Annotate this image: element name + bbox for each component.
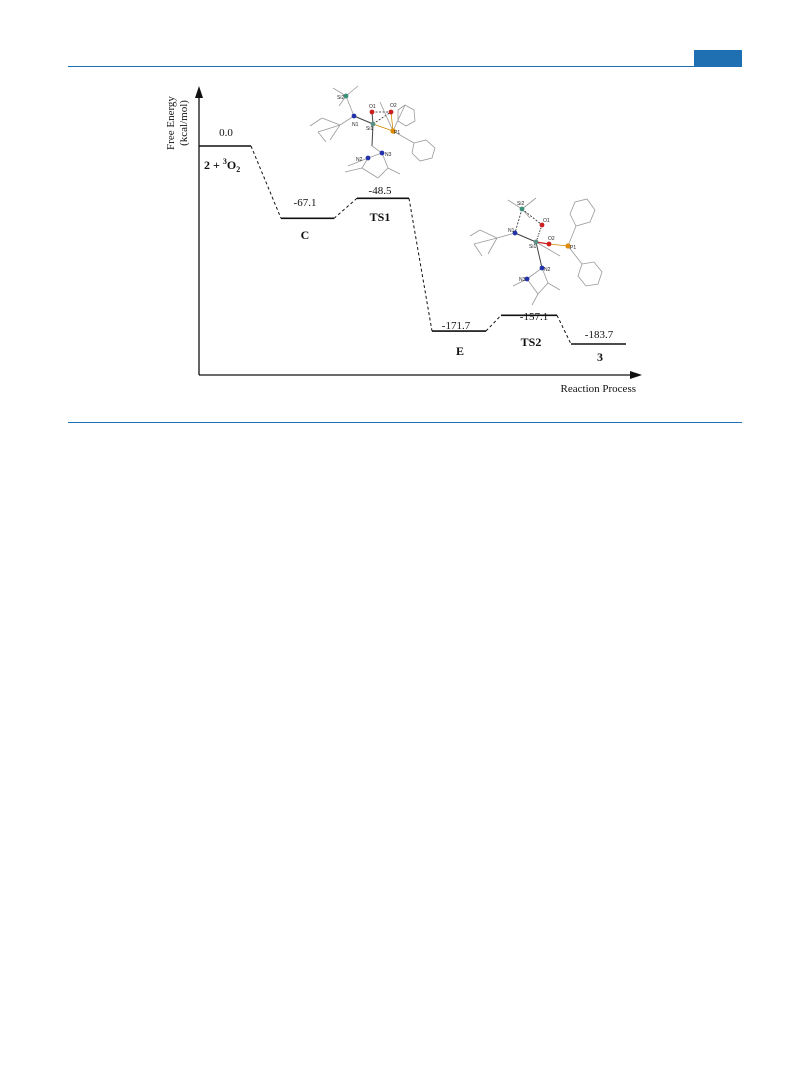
x-axis-arrow: [630, 371, 642, 379]
connector-C-TS1: [334, 198, 357, 218]
ts1-atom-o1: [370, 110, 375, 115]
x-axis-label: Reaction Process: [560, 383, 636, 395]
connector-TS1-E: [409, 198, 432, 331]
ts2-label-n1: N1: [508, 228, 515, 234]
y-axis-label-line2: (kcal/mol): [178, 100, 190, 146]
ts1-atom-n3: [380, 151, 385, 156]
ts1-atom-si2: [344, 94, 349, 99]
connector-E-TS2: [486, 315, 501, 331]
value-label-start: 0.0: [219, 127, 233, 139]
ts1-atom-o2: [389, 110, 394, 115]
connector-start-C: [251, 146, 281, 218]
ts1-atom-n2: [366, 156, 371, 161]
state-label-E: E: [455, 344, 465, 358]
value-label-3: -183.7: [584, 329, 614, 341]
state-label-start-prefix: 2 +: [204, 158, 223, 172]
value-label-TS2: -157.1: [519, 311, 549, 323]
ts1-label-si2: Si2: [337, 95, 345, 101]
ts2-label-o1: O1: [543, 218, 550, 224]
ts1-label-si1: Si1: [366, 126, 374, 132]
state-label-C: C: [300, 228, 310, 242]
y-axis-arrow: [195, 86, 203, 98]
ts1-label-p1: P1: [394, 130, 401, 136]
ts1-label-n1: N1: [352, 122, 359, 128]
state-label-start-main: O: [226, 158, 237, 172]
ts1-label-n3: N3: [385, 152, 392, 158]
state-label-3: 3: [597, 350, 603, 364]
value-label-C: -67.1: [293, 197, 317, 209]
ts1-structure: [310, 86, 435, 178]
ts2-label-n3: N3: [519, 277, 526, 283]
ts2-label-si2: Si2: [517, 201, 525, 207]
ts1-label-n2: N2: [356, 157, 363, 163]
state-label-TS1: TS1: [369, 210, 391, 224]
value-label-E: -171.7: [441, 320, 471, 332]
ts2-atom-si2: [520, 207, 525, 212]
ts2-atom-o2: [547, 242, 552, 247]
ts1-label-o1: O1: [369, 104, 376, 110]
y-axis-label-line1: Free Energy: [165, 96, 177, 150]
ts2-atoms: [508, 201, 576, 283]
ts2-label-o2: O2: [548, 236, 555, 242]
state-label-start-sup: 3: [222, 157, 227, 166]
ts2-label-p1: P1: [570, 245, 577, 251]
ts1-atom-n1: [352, 114, 357, 119]
state-label-TS2: TS2: [520, 335, 542, 349]
state-label-start: [204, 157, 240, 174]
connector-TS2-3: [557, 315, 571, 344]
ts1-label-o2: O2: [390, 103, 397, 109]
ts1-atoms: [337, 94, 400, 163]
ts2-structure: [470, 198, 602, 305]
ts2-label-si1: Si1: [529, 244, 537, 250]
energy-profile-chart: [0, 0, 809, 430]
state-label-start-sub: 2: [236, 165, 241, 174]
value-label-TS1: -48.5: [368, 185, 392, 197]
ts2-label-n2: N2: [544, 267, 551, 273]
